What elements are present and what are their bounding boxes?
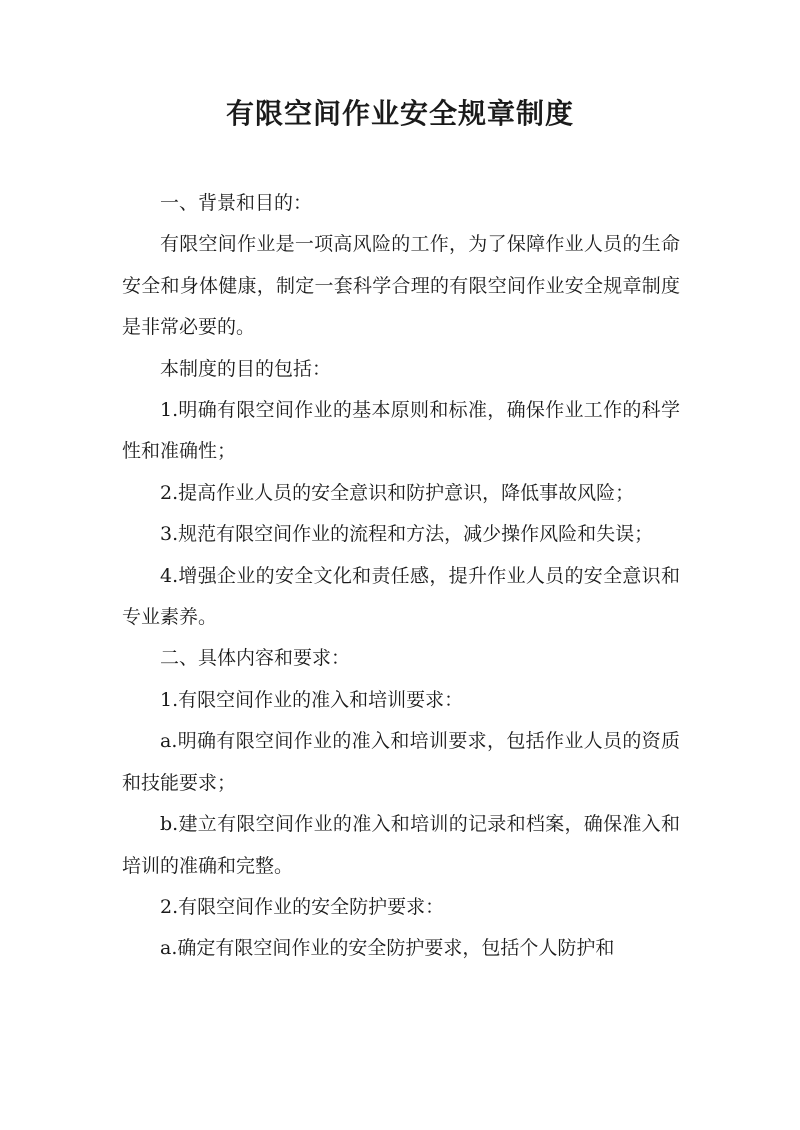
list-item: 3.规范有限空间作业的流程和方法，减少操作风险和失误； [160, 523, 654, 546]
document-body [122, 183, 680, 970]
section-heading: 一、背景和目的： [160, 192, 313, 214]
list-item: 1.明确有限空间作业的基本原则和标准，确保作业工作的科学性和准确性； [122, 399, 680, 463]
list-item: a.确定有限空间作业的安全防护要求，包括个人防护和 [160, 937, 615, 960]
list-item: b.建立有限空间作业的准入和培训的记录和档案，确保准入和培训的准确和完整。 [122, 813, 680, 877]
paragraph: 有限空间作业是一项高风险的工作，为了保障作业人员的生命安全和身体健康，制定一套科学合理的有限空间作业安全规章制度是非常必要的。 [122, 233, 680, 339]
list-item: a.明确有限空间作业的准入和培训要求，包括作业人员的资质和技能要求； [122, 730, 680, 794]
list-item: 2.提高作业人员的安全意识和防护意识，降低事故风险； [160, 481, 635, 504]
list-item: 4.增强企业的安全文化和责任感，提升作业人员的安全意识和专业素养。 [122, 564, 680, 629]
subsection-heading: 2.有限空间作业的安全防护要求： [160, 895, 445, 918]
subsection-heading: 1.有限空间作业的准入和培训要求： [160, 688, 464, 711]
paragraph: 本制度的目的包括： [160, 357, 332, 380]
section-heading: 二、具体内容和要求： [160, 647, 351, 670]
document-title: 有限空间作业安全规章制度 [225, 97, 574, 130]
